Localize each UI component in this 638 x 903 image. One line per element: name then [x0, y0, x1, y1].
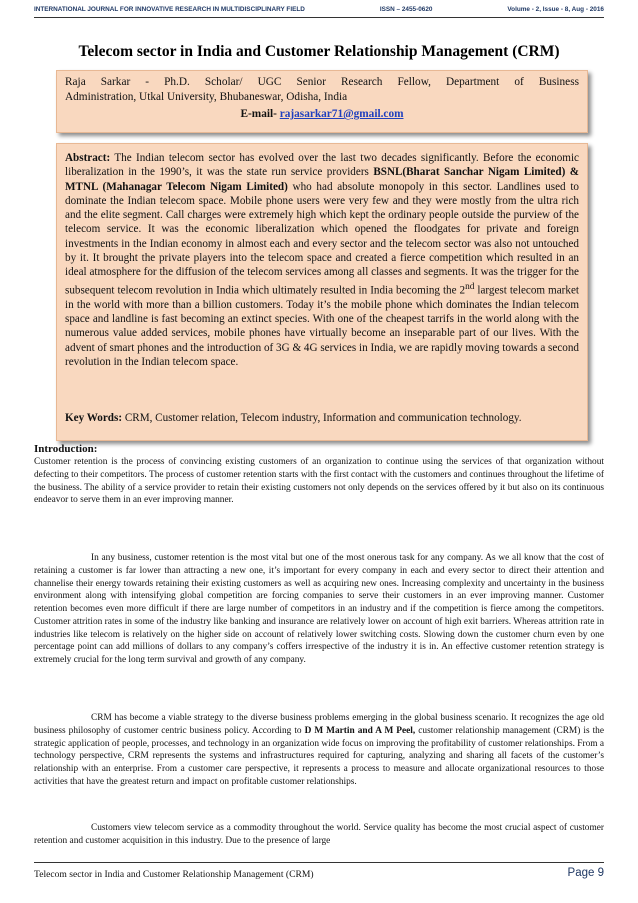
- intro-paragraph-4: Customers view telecom service as a commodity throughout the world. Service quality has become the most crucial aspect of customer retention and customer acquisition in this industry. Due to the presence of large: [34, 823, 604, 846]
- abstract-superscript: nd: [465, 281, 475, 292]
- header-divider: [34, 17, 604, 18]
- abstract-bold-orgs: BSNL(Bharat Sanchar Nigam Limited) & MTNL (Mahanagar Telecom Nigam Limited): [65, 166, 579, 193]
- journal-issn: ISSN – 2455-0620: [379, 6, 433, 13]
- p3-bold-authors: D M Martin and A M Peel,: [304, 725, 416, 736]
- p3-part-2: customer relationship management (CRM) is the strategic application of people, processes, and technology in an organization wide focus on improving the profitability of customer relationships. From a technology perspective, CRM represents the systems and infrastructures required for capturing, analyzing and sharing all facets of the customer’s relationship with an enterprise. From a customer care perspective, it represents a process to measure and allocate organizational resources to those activities that have the greatest return and impact on profitable customer relationships.: [34, 725, 604, 787]
- intro-paragraph-2: In any business, customer retention is the most vital but one of the most onerous task for any company. As we all know that the cost of retaining a customer is far lower than attracting a new one, it’s important for every company in each and every sector to direct their attention and channelise their energy towards retaining their existing customers as well as acquiring new ones. Increasing complexity and uncertainty in the business environment along with intensifying global competition are forcing companies to serve their customers in an ever improving manner. Customer retention becomes even more difficult if there are large number of competitors in an industry and if the competition is fierce among the competitors. Customer attrition rates in some of the industry like banking and insurance are relatively lower on account of high exit barriers. Whereas attrition rate in industries like telecom is relatively on the higher side on account of relatively lower switching costs. Slowing down the customer churn even by one percentage point can add millions of dollars to any company’s coffers irrespective of the industry it is in. An effective customer retention strategy is extremely crucial for the long term survival and growth of any company.: [34, 553, 604, 665]
- email-link[interactable]: rajasarkar71@gmail.com: [279, 108, 404, 120]
- intro-paragraph-1: Customer retention is the process of convincing existing customers of an organization to continue using the services of that organization without defecting to their competitors. The process of customer retention starts with the first contact with the customers and continues throughout the lifetime of the business. The ability of a service provider to retain their existing customers not only depends on the services offered by it but also on its continuous endeavor to serve them in an ever improving manner.: [34, 457, 604, 506]
- journal-name: INTERNATIONAL JOURNAL FOR INNOVATIVE RESEARCH IN MULTIDISCIPLINARY FIELD: [34, 6, 305, 13]
- p3-part-1: CRM has become a viable strategy to the diverse business problems emerging in the global business scenario. It recognizes the age old business philosophy of customer centric business policy. According to: [34, 713, 604, 736]
- page-number: Page 9: [567, 867, 604, 879]
- author-line-1: Raja Sarkar - Ph.D. Scholar/ UGC Senior Research Fellow, Department of Business: [65, 76, 579, 88]
- intro-paragraph-3: [34, 712, 604, 789]
- abstract-label: Abstract:: [65, 152, 111, 164]
- keywords: [65, 411, 579, 425]
- author-email-line: [65, 107, 579, 121]
- keywords-text: CRM, Customer relation, Telecom industry, Information and communication technology.: [122, 412, 522, 424]
- journal-volume: Volume - 2, Issue - 8, Aug - 2016: [507, 6, 604, 13]
- abstract-box: [56, 143, 588, 441]
- footer-title: Telecom sector in India and Customer Relationship Management (CRM): [34, 869, 314, 880]
- author-line-2: Administration, Utkal University, Bhubaneswar, Odisha, India: [65, 91, 348, 103]
- paper-title: Telecom sector in India and Customer Relationship Management (CRM): [78, 43, 560, 60]
- abstract-part-1: The Indian telecom sector has evolved over the last two decades significantly. Before the economic liberalization in the 1990’s, it was the state run service providers: [65, 152, 579, 179]
- abstract-part-3: largest telecom market in the world with more than a billion customers. Today it’s the mobile phone which dominates the Indian telecom space and landline is fast becoming an extinct species. With one of the cheapest tarrifs in the world along with the numerous value added services, mobile phones have virtually become an inseparable part of our lives. With the advent of smart phones and the introduction of 3G & 4G services in India, we are rapidly moving towards a second revolution in the Indian telecom space.: [65, 284, 579, 368]
- abstract-part-2: who had absolute monopoly in this sector. Landlines used to dominate the Indian telecom space. Mobile phone users were very few and they were mostly from the ultra rich and the elite segment. Call charges were extremely high which kept the ordinary people outside the purview of the telecom service. It was the economic liberalization which opened the floodgates for private and foreign investments in the Indian economy in almost each and every sector and the telecom sector was also not untouched by it. It brought the private players into the telecom space and created a fierce competition which resulted in an ideal atmosphere for the diffusion of the telecom services among all classes and segments. It was the trigger for the subsequent telecom revolution in India which ultimately resulted in India becoming the 2: [65, 180, 580, 297]
- author-box: [56, 70, 588, 133]
- footer-divider: [34, 862, 604, 863]
- keywords-label: Key Words:: [65, 412, 123, 424]
- introduction-heading: Introduction:: [34, 443, 98, 455]
- email-label: E-mail-: [240, 108, 280, 120]
- abstract-text: [65, 151, 579, 369]
- journal-header: [34, 6, 604, 13]
